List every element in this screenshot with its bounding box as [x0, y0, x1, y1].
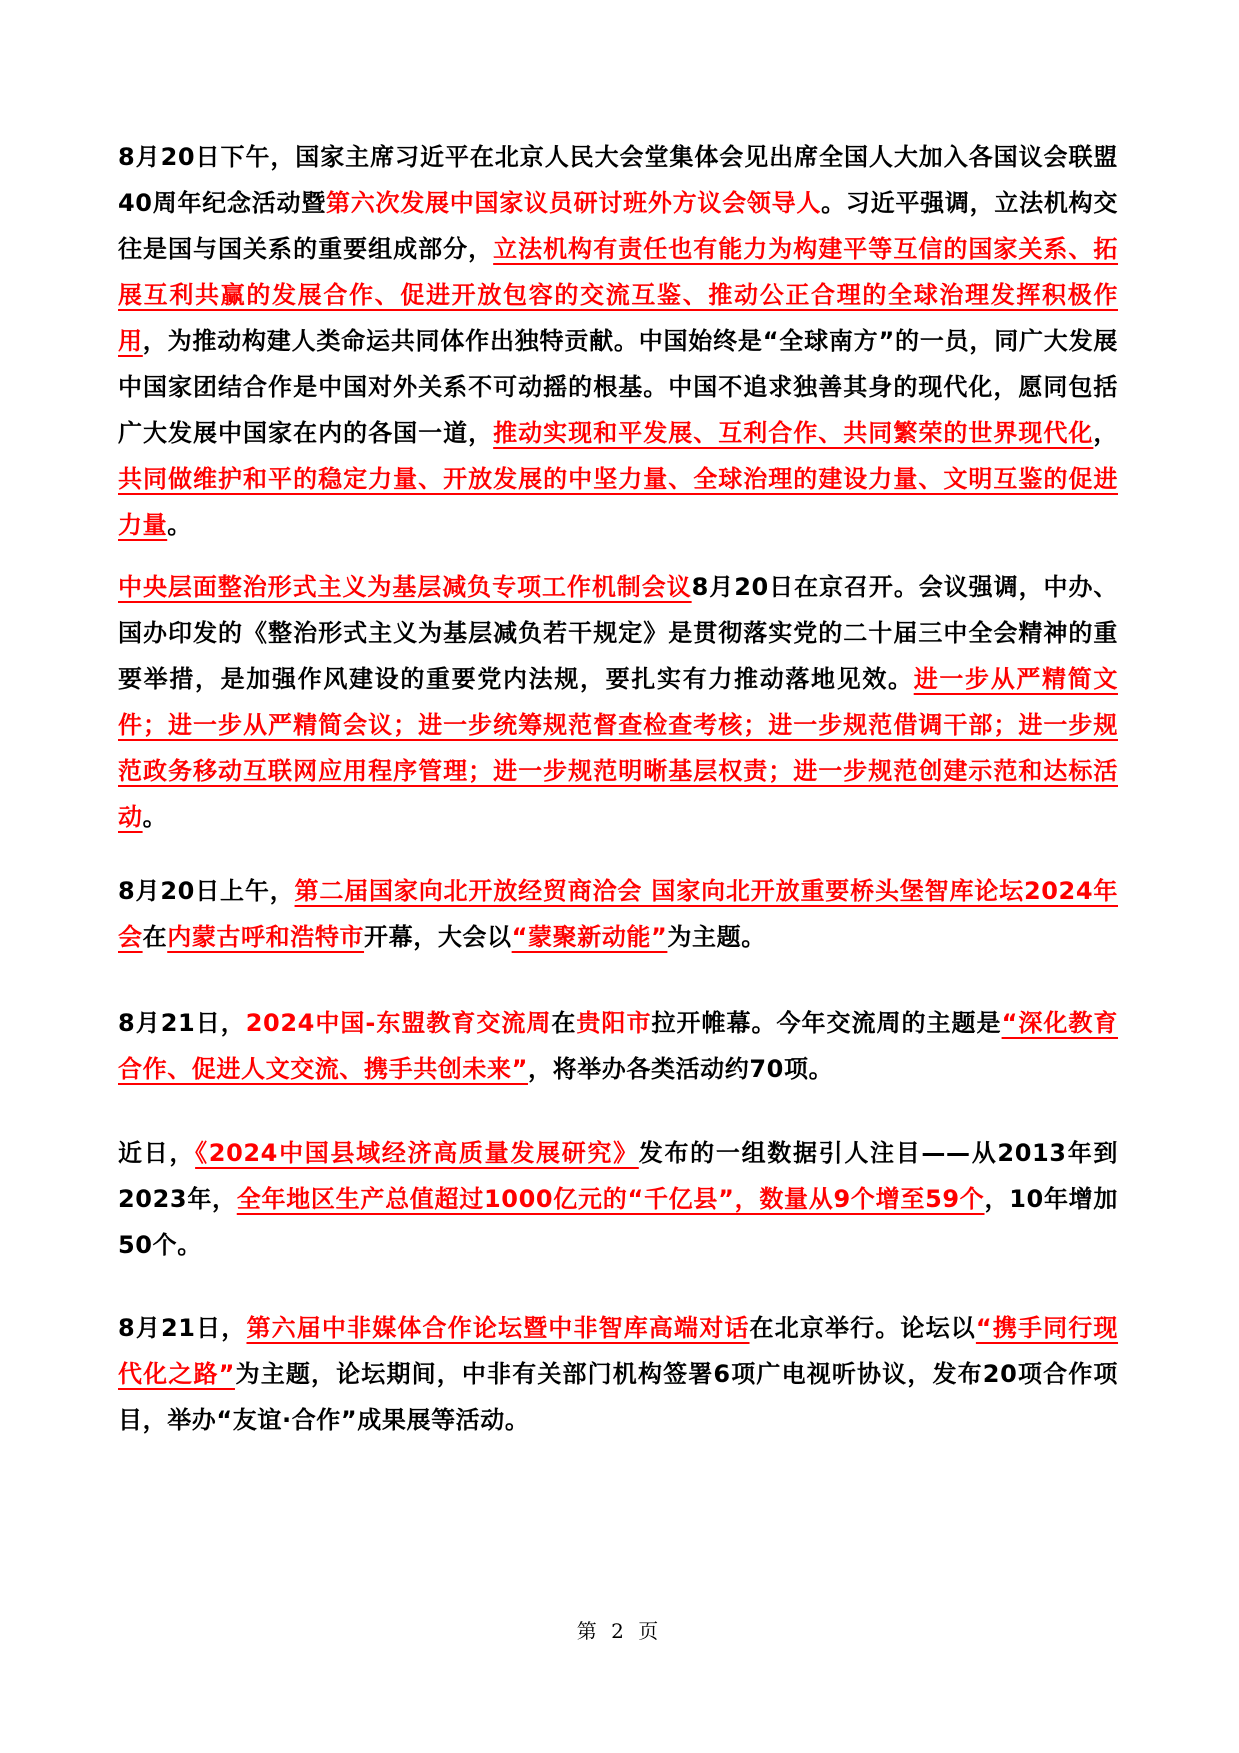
- underlined-highlight: 推动实现和平发展、互利合作、共同繁荣的世界现代化: [493, 419, 1094, 447]
- news-paragraph-4: [118, 1000, 1118, 1092]
- underlined-highlight: 共同做维护和平的稳定力量、开放发展的中坚力量、全球治理的建设力量、文明互鉴的促进力量: [118, 465, 1118, 539]
- paragraph-text: ，10年增加50个。: [118, 1185, 1118, 1259]
- paragraph-text: 8月21日，: [118, 1009, 246, 1037]
- news-paragraph-2: [118, 564, 1118, 840]
- underlined-highlight: 全年地区生产总值超过1000亿元的“千亿县”，数量从9个增至59个: [236, 1185, 985, 1213]
- underlined-highlight: 中央层面整治形式主义为基层减负专项工作机制会议: [118, 573, 692, 601]
- underlined-highlight: “深化教育合作、促进人文交流、携手共创未来”: [118, 1009, 1118, 1083]
- paragraph-text: 在: [142, 923, 168, 951]
- news-paragraph-6: [118, 1305, 1118, 1443]
- underlined-highlight: 第六届中非媒体合作论坛暨中非智库高端对话: [246, 1314, 750, 1342]
- news-paragraph-1: [118, 134, 1118, 548]
- paragraph-text: 8月20日在京召开。会议强调，中办、国办印发的《整治形式主义为基层减负若干规定》是贯彻落实党的二十届三中全会精神的重要举措，是加强作风建设的重要党内法规，要扎实有力推动落地见效。: [118, 573, 1118, 693]
- underlined-highlight: 立法机构有责任也有能力为构建平等互信的国家关系、拓展互利共赢的发展合作、促进开放包容的交流互鉴、推动公正合理的全球治理发挥积极作用: [118, 235, 1119, 355]
- paragraph-text: 在北京举行。论坛以: [749, 1314, 976, 1342]
- paragraph-text: 8月20日上午，: [118, 877, 295, 905]
- underlined-highlight: 内蒙古呼和浩特市: [167, 923, 365, 951]
- underlined-highlight: “携手同行现代化之路”: [118, 1314, 1119, 1388]
- highlighted-text: 2024中国-东盟教育交流周: [245, 1009, 552, 1037]
- paragraph-text: ，将举办各类活动约70项。: [527, 1055, 834, 1083]
- paragraph-text: 拉开帷幕。今年交流周的主题是: [651, 1009, 1002, 1037]
- paragraph-text: 在: [551, 1009, 577, 1037]
- paragraph-text: 发布的一组数据引人注目——从2013年到2023年，: [118, 1139, 1118, 1213]
- paragraph-text: 近日，: [118, 1139, 196, 1167]
- highlighted-text: 第六次发展中国家议员研讨班外方议会领导人: [326, 189, 822, 217]
- paragraph-text: 为主题。: [667, 923, 766, 951]
- news-paragraph-5: [118, 1130, 1118, 1268]
- highlighted-text: 贵阳市: [576, 1009, 652, 1037]
- news-paragraph-3: [118, 868, 1118, 960]
- paragraph-text: 。: [167, 511, 192, 539]
- underlined-highlight: 进一步从严精简文件；进一步从严精简会议；进一步统筹规范督查检查考核；进一步规范借调干部；进一步规范政务移动互联网应用程序管理；进一步规范明晰基层权责；进一步规范创建示范和达标活动: [118, 665, 1118, 831]
- page-number: 第 2 页: [576, 1619, 663, 1643]
- paragraph-text: 为主题，论坛期间，中非有关部门机构签署6项广电视听协议，发布20项合作项目，举办“友谊·合作”成果展等活动。: [118, 1360, 1118, 1434]
- underlined-highlight: 第二届国家向北开放经贸商洽会 国家向北开放重要桥头堡智库论坛2024年会: [118, 877, 1118, 951]
- underlined-highlight: 《2024中国县域经济高质量发展研究》: [195, 1139, 639, 1167]
- paragraph-text: 开幕，大会以: [364, 923, 512, 951]
- paragraph-text: ，为推动构建人类命运共同体作出独特贡献。中国始终是“全球南方”的一员，同广大发展中国家团结合作是中国对外关系不可动摇的根基。中国不追求独善其身的现代化，愿同包括广大发展中国家在内的各国一道，: [118, 327, 1118, 447]
- paragraph-text: 8月21日，: [118, 1314, 247, 1342]
- paragraph-text: ，: [1093, 419, 1119, 447]
- paragraph-text: 。: [142, 803, 168, 831]
- paragraph-text: 。习近平强调，立法机构交往是国与国关系的重要组成部分，: [118, 189, 1118, 263]
- paragraph-text: 8月20日下午，国家主席习近平在北京人民大会堂集体会见出席全国人大加入各国议会联盟40周年纪念活动暨: [118, 143, 1118, 217]
- underlined-highlight: “蒙聚新动能”: [511, 923, 668, 951]
